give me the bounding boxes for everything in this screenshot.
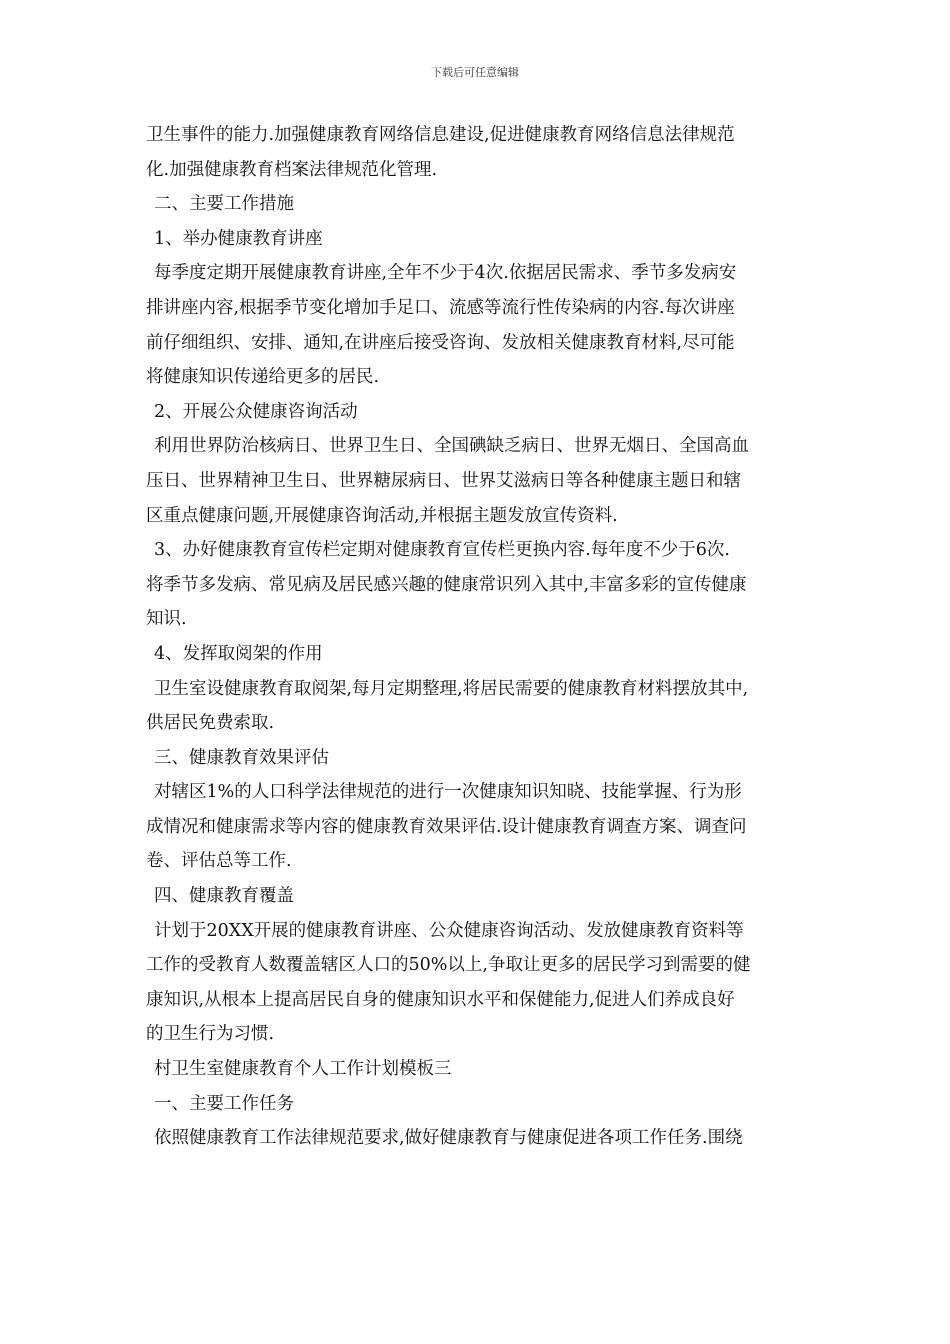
text-line: 卫生事件的能力.加强健康教育网络信息建设,促进健康教育网络信息法律规范 bbox=[146, 125, 735, 145]
text-line: 前仔细组织、安排、通知,在讲座后接受咨询、发放相关健康教育材料,尽可能 bbox=[146, 332, 735, 353]
text-line: 1、举办健康教育讲座 bbox=[154, 228, 323, 249]
text-line: 卷、评估总等工作. bbox=[146, 851, 292, 872]
text-line: 三、健康教育效果评估 bbox=[154, 747, 329, 768]
text-line: 将健康知识传递给更多的居民. bbox=[146, 367, 380, 388]
text-line: 成情况和健康需求等内容的健康教育效果评估.设计健康教育调查方案、调查问 bbox=[146, 816, 747, 837]
text-line: 对辖区1%的人口科学法律规范的进行一次健康知识知晓、技能掌握、行为形 bbox=[154, 782, 742, 803]
text-line: 供居民免费索取. bbox=[146, 713, 275, 734]
text-line: 一、主要工作任务 bbox=[154, 1093, 294, 1114]
text-line: 的卫生行为习惯. bbox=[146, 1024, 275, 1045]
text-line: 卫生室设健康教育取阅架,每月定期整理,将居民需要的健康教育材料摆放其中, bbox=[154, 678, 749, 699]
text-line: 每季度定期开展健康教育讲座,全年不少于4次.依据居民需求、季节多发病安 bbox=[154, 263, 737, 284]
document-body bbox=[146, 118, 808, 1156]
text-line: 3、办好健康教育宣传栏定期对健康教育宣传栏更换内容.每年度不少于6次. bbox=[154, 540, 730, 561]
page-header: 下载后可任意编辑 bbox=[431, 66, 519, 79]
text-line: 计划于20XX开展的健康教育讲座、公众健康咨询活动、发放健康教育资料等 bbox=[154, 920, 744, 941]
text-line: 知识. bbox=[146, 609, 187, 630]
text-line: 工作的受教育人数覆盖辖区人口的50%以上,争取让更多的居民学习到需要的健 bbox=[146, 955, 751, 976]
text-line: 四、健康教育覆盖 bbox=[154, 886, 294, 907]
text-line: 利用世界防治核病日、世界卫生日、全国碘缺乏病日、世界无烟日、全国高血 bbox=[154, 436, 749, 457]
text-line: 康知识,从根本上提高居民自身的健康知识水平和保健能力,促进人们养成良好 bbox=[146, 989, 735, 1010]
text-line: 排讲座内容,根据季节变化增加手足口、流感等流行性传染病的内容.每次讲座 bbox=[146, 297, 735, 318]
text-line: 将季节多发病、常见病及居民感兴趣的健康常识列入其中,丰富多彩的宣传健康 bbox=[146, 574, 747, 595]
text-line: 2、开展公众健康咨询活动 bbox=[154, 401, 358, 422]
text-line: 依照健康教育工作法律规范要求,做好健康教育与健康促进各项工作任务.围绕 bbox=[154, 1128, 743, 1149]
text-line: 二、主要工作措施 bbox=[154, 194, 294, 215]
text-line: 4、发挥取阅架的作用 bbox=[154, 643, 323, 664]
text-line: 压日、世界精神卫生日、世界糖尿病日、世界艾滋病日等各种健康主题日和辖 bbox=[146, 470, 741, 491]
text-line: 区重点健康问题,开展健康咨询活动,并根据主题发放宣传资料. bbox=[146, 505, 618, 526]
text-line: 化.加强健康教育档案法律规范化管理. bbox=[146, 159, 438, 180]
text-line: 村卫生室健康教育个人工作计划模板三 bbox=[154, 1059, 452, 1080]
